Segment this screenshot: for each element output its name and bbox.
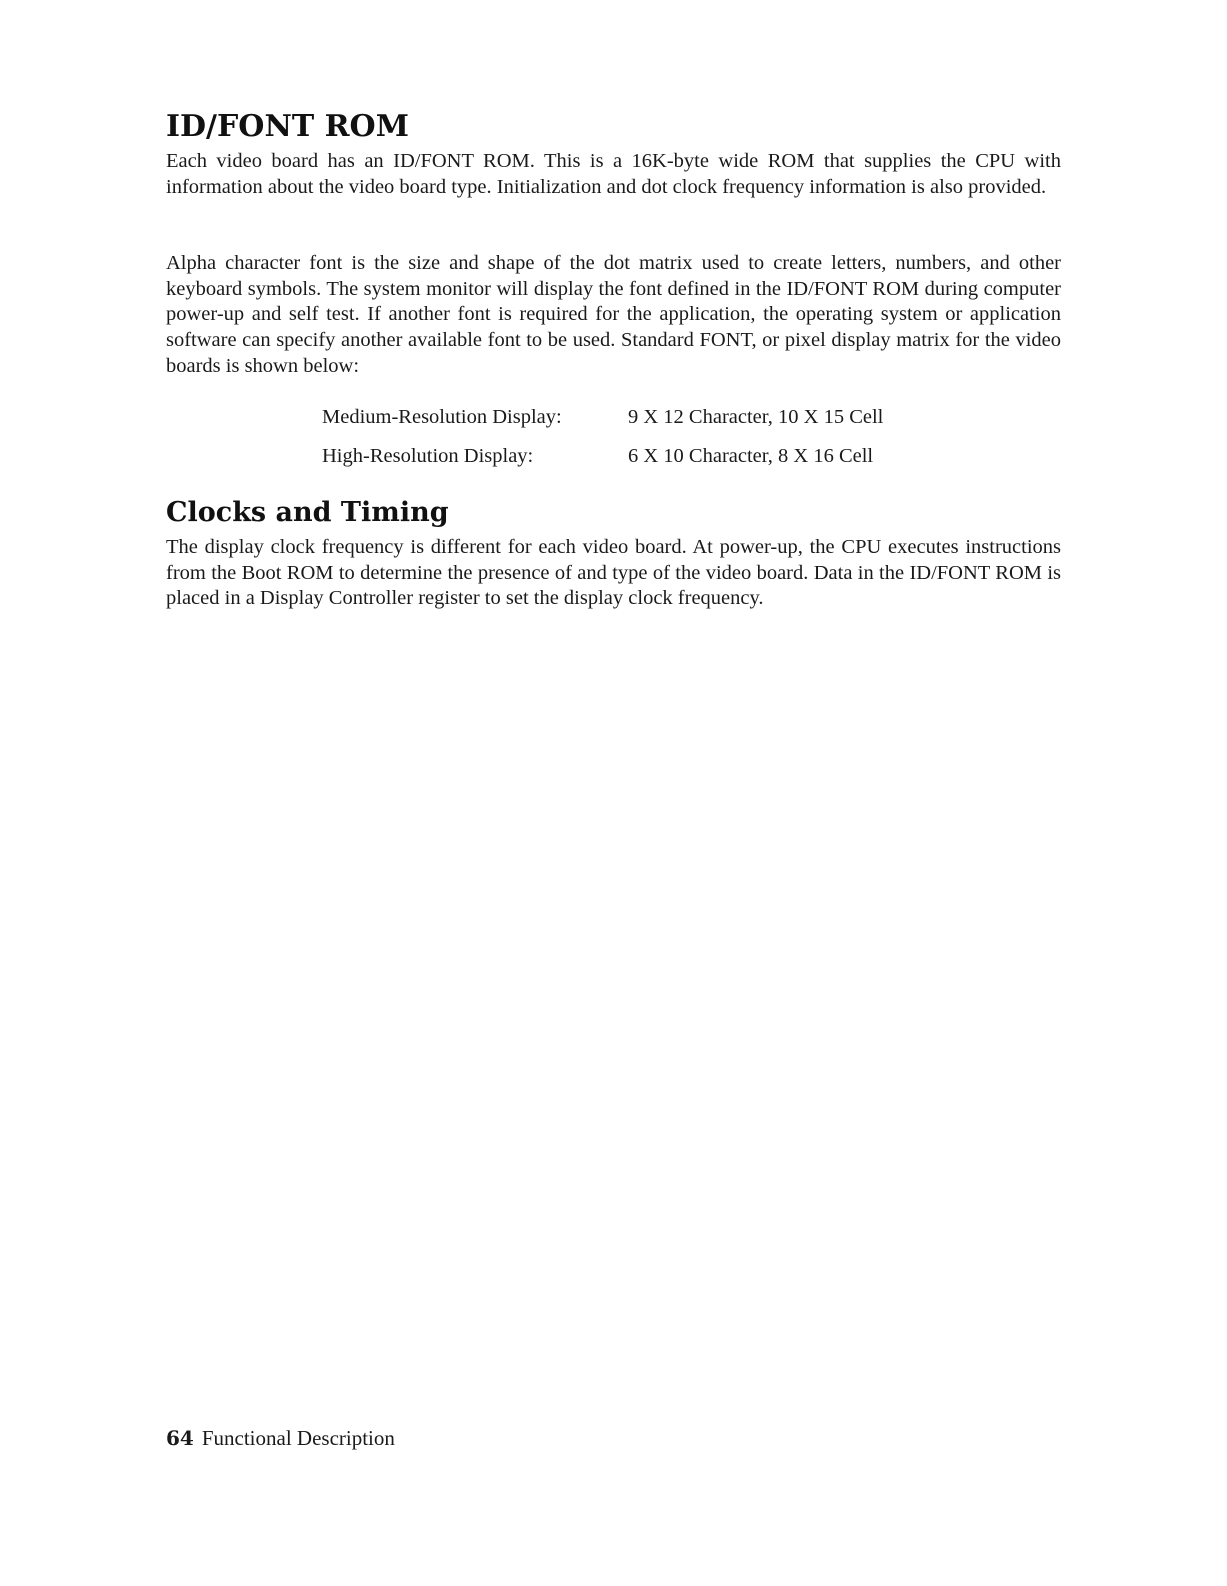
- display-matrix-value: 6 X 10 Character, 8 X 16 Cell: [628, 445, 874, 467]
- paragraph-id-font-rom-intro: Each video board has an ID/FONT ROM. This is a 16K-byte wide ROM that supplies the CPU with information about the video board type. Initialization and dot clock frequency information is also provided.: [166, 150, 1061, 198]
- footer-section-title: Functional Description: [201, 1426, 395, 1450]
- heading-id-font-rom: ID/FONT ROM: [166, 109, 409, 144]
- paragraph-alpha-character-font: Alpha character font is the size and shape of the dot matrix used to create letters, numbers, and other keyboard symbols. The system monitor will display the font defined in the ID/FONT ROM during computer power-up and self test. If another font is required for the application, the operating system or application software can specify another available font to be used. Standard FONT, or pixel display matrix for the video boards is shown below:: [166, 252, 1061, 377]
- display-matrix-value: 9 X 12 Character, 10 X 15 Cell: [628, 406, 884, 428]
- display-matrix-label: Medium-Resolution Display:: [322, 406, 562, 428]
- page-footer: [166, 1426, 395, 1451]
- display-matrix-row-high: [322, 445, 1022, 484]
- display-matrix-row-medium: [322, 406, 1022, 445]
- document-page: [166, 0, 1061, 1586]
- display-matrix-label: High-Resolution Display:: [322, 445, 534, 467]
- paragraph-clocks-and-timing: The display clock frequency is different for each video board. At power-up, the CPU executes instructions from the Boot ROM to determine the presence of and type of the video board. Data in the ID/FONT ROM is placed in a Display Controller register to set the display clock frequency.: [166, 536, 1061, 610]
- page-number: 64: [166, 1426, 194, 1450]
- display-matrix-table: [322, 406, 1022, 484]
- heading-clocks-and-timing: Clocks and Timing: [166, 497, 449, 528]
